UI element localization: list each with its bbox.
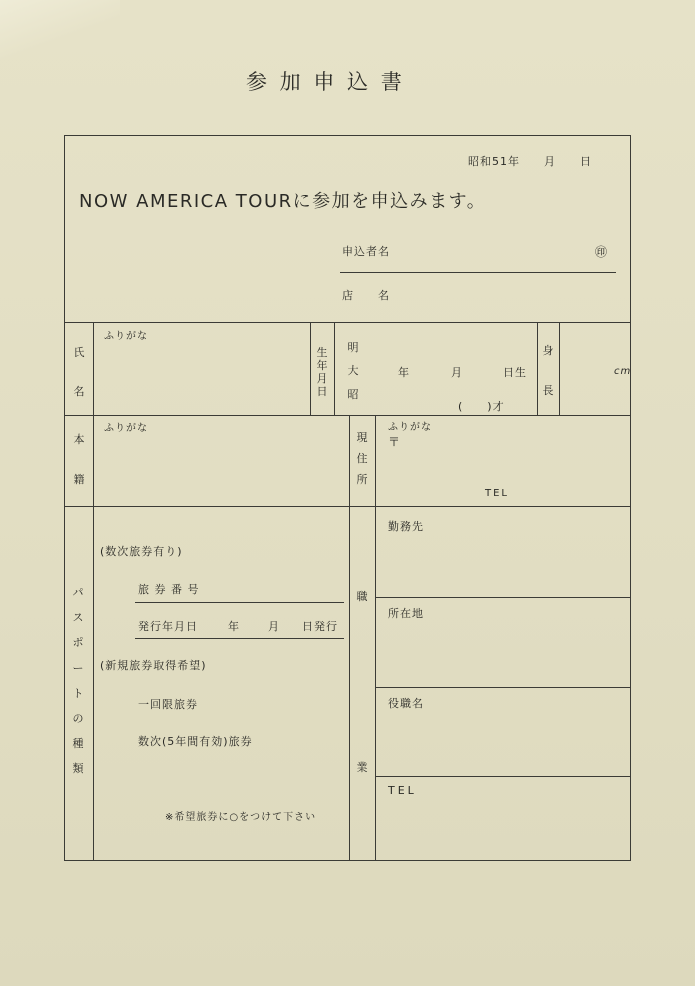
birth-year: 年 <box>398 366 410 379</box>
col-mid-left <box>349 415 350 861</box>
address-tel: TEL <box>485 488 509 499</box>
birth-day: 日生 <box>503 366 527 379</box>
col-passport-label <box>93 506 94 861</box>
passport-label-2: ス <box>72 611 84 624</box>
address-label-2: 住 <box>356 452 368 465</box>
issue-line <box>135 638 344 639</box>
applicant-line <box>340 272 616 273</box>
issue-suffix: 日発行 <box>302 620 338 633</box>
passport-label-3: ポ <box>72 636 84 649</box>
era-meiji: 明 <box>347 341 359 354</box>
passport-label-5: ト <box>72 687 84 700</box>
address-furigana: ふりがな <box>388 422 432 433</box>
issue-year: 年 <box>228 620 240 633</box>
col-height-right <box>559 322 560 415</box>
col-birth-left <box>310 322 311 415</box>
height-label-1: 身 <box>542 344 554 357</box>
domicile-label-2: 籍 <box>73 473 85 486</box>
passport-label-7: 種 <box>72 737 84 750</box>
applicant-label: 申込者名 <box>342 245 390 258</box>
passport-label-1: パ <box>72 586 84 599</box>
passport-new: (新規旅券取得希望) <box>100 659 207 672</box>
col-mid-right <box>375 415 376 861</box>
birth-label-3: 月 <box>316 372 328 385</box>
era-taisho: 大 <box>347 364 359 377</box>
divider-location <box>375 687 631 688</box>
passport-label-4: ー <box>72 662 84 675</box>
birth-month: 月 <box>451 366 463 379</box>
col-birth-right <box>334 322 335 415</box>
address-label-1: 現 <box>356 431 368 444</box>
passport-number-label: 旅 券 番 号 <box>138 583 200 596</box>
passport-number-line <box>135 602 344 603</box>
issue-prefix: 発行年月日 <box>138 620 198 633</box>
passport-label-6: の <box>72 712 84 725</box>
position-label: 役職名 <box>388 697 424 710</box>
seal-mark: ㊞ <box>595 245 609 259</box>
era-showa: 昭 <box>347 388 359 401</box>
age-field: ( )才 <box>458 400 505 413</box>
passport-label-8: 類 <box>72 762 84 775</box>
address-label-3: 所 <box>356 473 368 486</box>
store-label: 店 名 <box>342 289 390 302</box>
occupation-label-2: 業 <box>356 761 368 774</box>
folded-corner <box>0 0 120 60</box>
work-tel-label: TEL <box>388 784 417 797</box>
passport-multi: (数次旅券有り) <box>100 545 183 558</box>
workplace-label: 勤務先 <box>388 520 424 533</box>
divider-workplace <box>375 597 631 598</box>
divider-position <box>375 776 631 777</box>
single-passport: 一回限旅券 <box>138 698 198 711</box>
birth-label-2: 年 <box>316 359 328 372</box>
passport-note: ※希望旅券に○をつけて下さい <box>165 812 317 823</box>
headline: NOW AMERICA TOURに参加を申込みます。 <box>79 191 487 212</box>
multi-passport: 数次(5年間有効)旅券 <box>138 735 253 748</box>
date-line: 昭和51年 月 日 <box>468 155 592 168</box>
name-label-2: 名 <box>73 385 85 398</box>
height-unit: cm <box>614 366 632 377</box>
issue-month: 月 <box>268 620 280 633</box>
height-label-2: 長 <box>542 384 554 397</box>
occupation-label-1: 職 <box>356 590 368 603</box>
divider-row2 <box>64 415 631 416</box>
name-furigana: ふりがな <box>104 331 148 342</box>
col-height-left <box>537 322 538 415</box>
domicile-label-1: 本 <box>73 433 85 446</box>
divider-row1 <box>64 322 631 323</box>
divider-row3 <box>64 506 631 507</box>
col-domicile-label <box>93 415 94 506</box>
birth-label-1: 生 <box>316 346 328 359</box>
form-title: 参 加 申 込 書 <box>246 70 405 94</box>
postal-mark: 〒 <box>388 435 402 449</box>
birth-label-4: 日 <box>316 385 328 398</box>
location-label: 所在地 <box>388 607 424 620</box>
name-label-1: 氏 <box>73 346 85 359</box>
domicile-furigana: ふりがな <box>104 423 148 434</box>
